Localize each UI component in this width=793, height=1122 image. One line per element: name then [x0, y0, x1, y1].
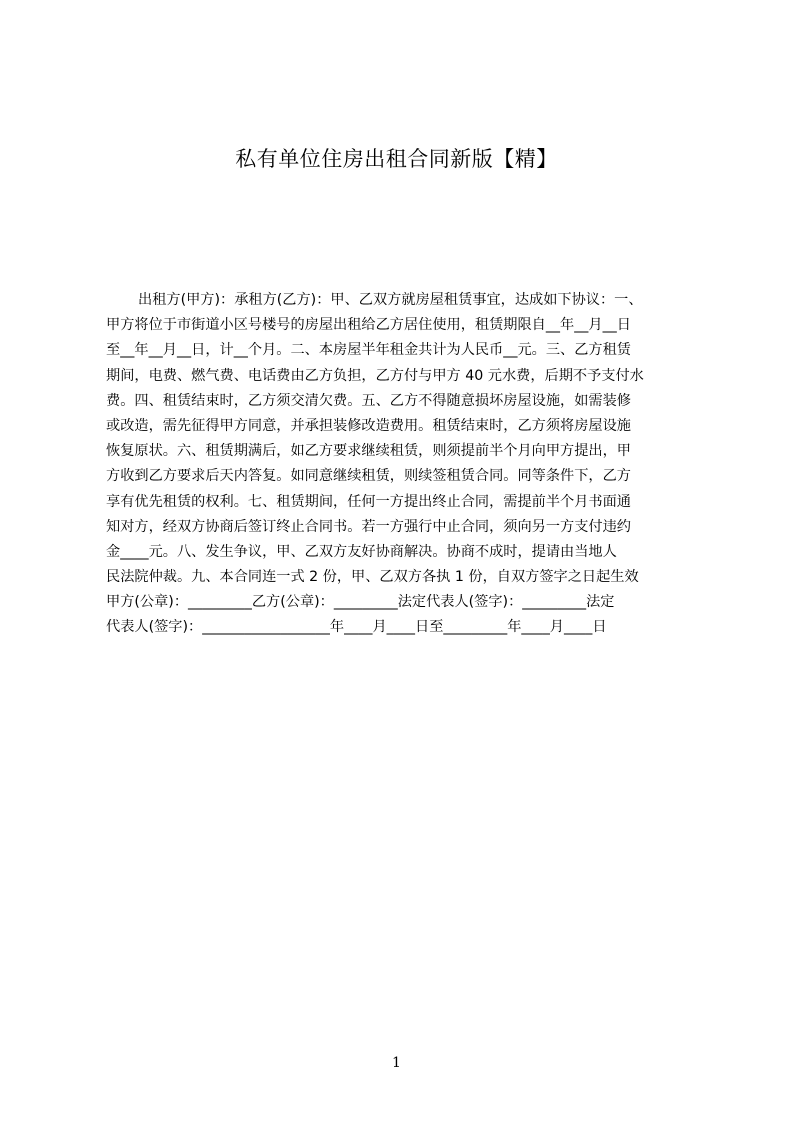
- signature-line: 甲方(公章)：_________乙方(公章)：_________法定代表人(签字)：_________法定: [106, 594, 615, 611]
- body-line: 期间，电费、燃气费、电话费由乙方负担，乙方付与甲方 40 元水费，后期不予支付水: [106, 367, 644, 384]
- body-line: 恢复原状。六、租赁期满后，如乙方要求继续租赁，则须提前半个月向甲方提出，甲: [106, 443, 631, 460]
- page-number: 1: [392, 1055, 401, 1071]
- body-line: 至__年__月__日，计__个月。二、本房屋半年租金共计为人民币__元。三、乙方租赁: [106, 342, 631, 359]
- body-line: 金____元。八、发生争议，甲、乙双方友好协商解决。协商不成时，提请由当地人: [106, 543, 617, 560]
- document-title: 私有单位住房出租合同新版【精】: [235, 147, 558, 171]
- body-line: 或改造，需先征得甲方同意，并承担装修改造费用。租赁结束时，乙方须将房屋设施: [106, 417, 631, 434]
- body-line: 享有优先租赁的权利。七、租赁期间，任何一方提出终止合同，需提前半个月书面通: [106, 493, 631, 510]
- signature-line: 代表人(签字)：__________________年____月____日至_________年____月____日: [106, 619, 607, 636]
- body-line: 出租方(甲方)：承租方(乙方)：甲、乙双方就房屋租赁事宜，达成如下协议：一、: [138, 292, 643, 308]
- body-line: 知对方，经双方协商后签订终止合同书。若一方强行中止合同，须向另一方支付违约: [106, 518, 631, 535]
- contract-body: [106, 288, 706, 641]
- body-line: 甲方将位于市街道小区号楼号的房屋出租给乙方居住使用，租赁期限自__年__月__日: [106, 317, 631, 334]
- body-line: 费。四、租赁结束时，乙方须交清欠费。五、乙方不得随意损坏房屋设施，如需装修: [106, 392, 631, 409]
- body-line: 方收到乙方要求后天内答复。如同意继续租赁，则续签租赁合同。同等条件下，乙方: [106, 468, 631, 485]
- body-line: 民法院仲裁。九、本合同连一式 2 份，甲、乙双方各执 1 份，自双方签字之日起生效: [106, 569, 639, 586]
